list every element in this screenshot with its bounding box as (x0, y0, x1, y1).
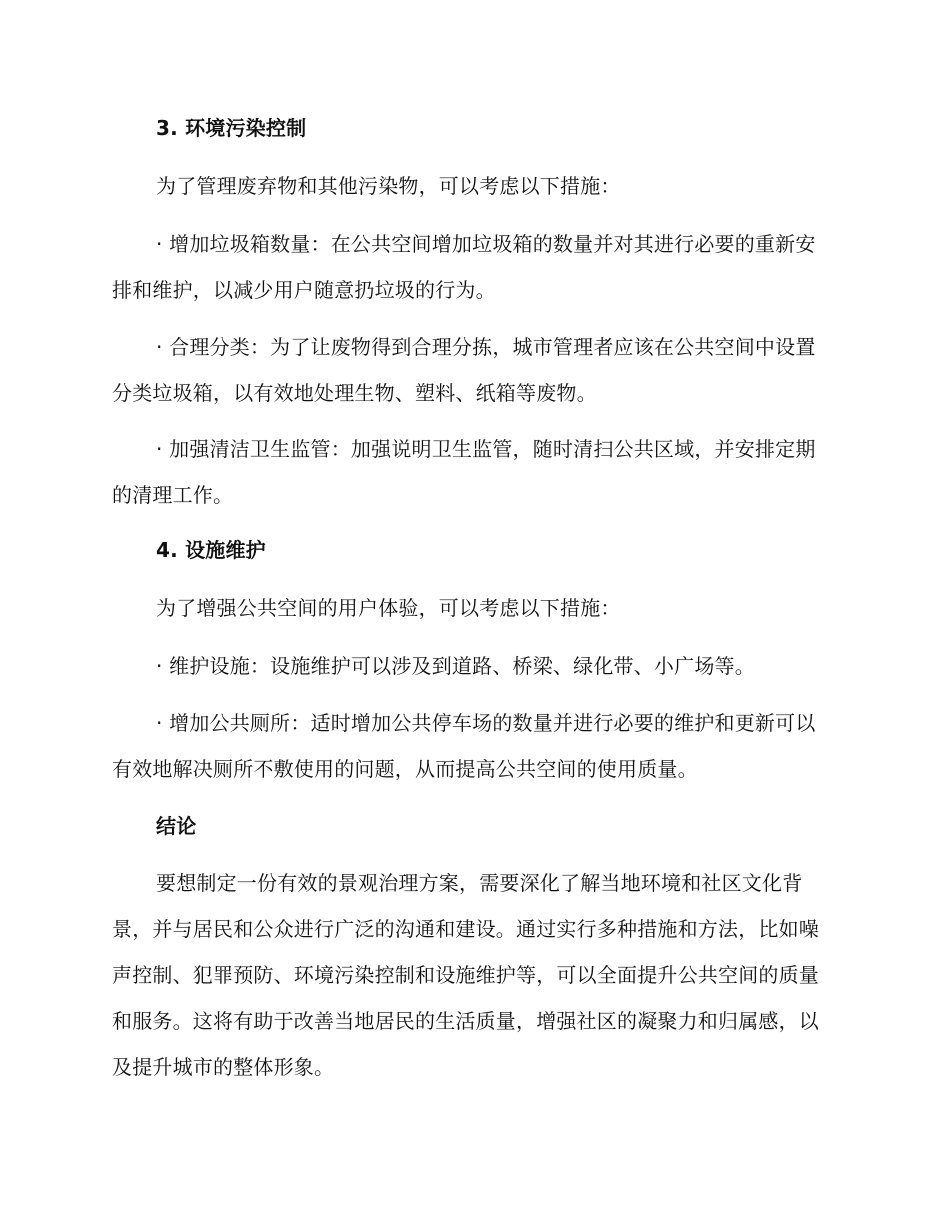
section3-heading: 3. 环境污染控制 (156, 116, 307, 140)
section4-item-1: · 维护设施：设施维护可以涉及到道路、桥梁、绿化带、小广场等。 (156, 654, 755, 678)
section3-item-2: · 合理分类：为了让废物得到合理分拣，城市管理者应该在公共空间中设置分类垃圾箱，以有效地处理生物、塑料、纸箱等废物。 (112, 335, 816, 405)
conclusion-body: 要想制定一份有效的景观治理方案，需要深化了解当地环境和社区文化背景，并与居民和公众进行广泛的沟通和建设。通过实行多种措施和方法，比如噪声控制、犯罪预防、环境污染控制和设施维护等，可以全面提升公共空间的质量和服务。这将有助于改善当地居民的生活质量，增强社区的凝聚力和归属感，以及提升城市的整体形象。 (112, 871, 819, 1079)
conclusion-heading: 结论 (156, 814, 197, 838)
section3-intro: 为了管理废弃物和其他污染物，可以考虑以下措施： (156, 174, 621, 198)
section4-heading: 4. 设施维护 (156, 538, 266, 562)
section4-intro: 为了增强公共空间的用户体验，可以考虑以下措施： (156, 596, 621, 620)
section4-item-2: · 增加公共厕所：适时增加公共停车场的数量并进行必要的维护和更新可以有效地解决厕所不敷使用的问题，从而提高公共空间的使用质量。 (112, 711, 816, 781)
section3-item-1: · 增加垃圾箱数量：在公共空间增加垃圾箱的数量并对其进行必要的重新安排和维护，以减少用户随意扔垃圾的行为。 (112, 232, 816, 302)
section3-item-3: · 加强清洁卫生监管：加强说明卫生监管，随时清扫公共区域，并安排定期的清理工作。 (112, 437, 816, 507)
